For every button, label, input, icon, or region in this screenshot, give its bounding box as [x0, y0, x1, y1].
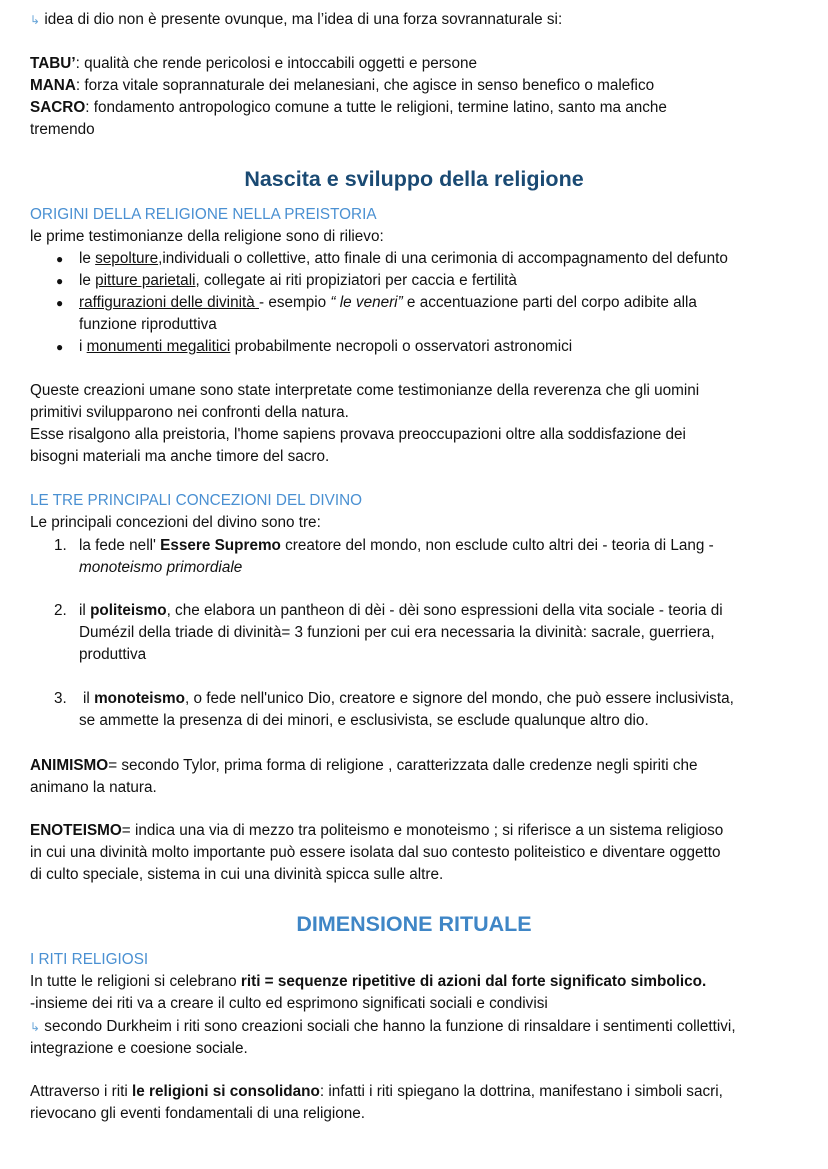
arrow-icon: ↳	[30, 13, 41, 27]
numbered-item-cont: produttiva	[79, 646, 147, 663]
arrow-icon: ↳	[30, 1020, 41, 1034]
list-item-cont: funzione riproduttiva	[79, 316, 217, 333]
numbered-item-cont: monoteismo primordiale	[79, 559, 243, 576]
numbered-item: il monoteismo, o fede nell'unico Dio, creatore e signore del mondo, che può essere inclusivista,	[83, 690, 734, 707]
bullet-icon: ●	[56, 340, 64, 354]
origini-lead: le prime testimonianze della religione sono di rilievo:	[30, 228, 384, 245]
riti-line: ↳ secondo Durkheim i riti sono creazioni sociali che hanno la funzione di rinsaldare i sentimenti collettivi,	[30, 1018, 736, 1035]
paragraph-line: bisogni materiali ma anche timore del sacro.	[30, 448, 330, 465]
bullet-icon: ●	[56, 274, 64, 288]
numbered-item-cont: se ammette la presenza di dei minori, e esclusivista, se esclude qualunque altro dio.	[79, 712, 649, 729]
paragraph-line: Esse risalgono alla preistoria, l'home sapiens provava preoccupazioni oltre alla soddisfazione dei	[30, 426, 686, 443]
numbered-item: la fede nell' Essere Supremo creatore del mondo, non esclude culto altri dei - teoria di Lang -	[79, 537, 714, 554]
riti-line: -insieme dei riti va a creare il culto ed esprimono significati sociali e condivisi	[30, 995, 548, 1012]
riti-line: rievocano gli eventi fondamentali di una religione.	[30, 1105, 366, 1122]
numbered-item-cont: Dumézil della triade di divinità= 3 funzioni per cui era necessaria la divinità: sacrale, guerriera,	[79, 624, 715, 641]
definition-enoteismo: ENOTEISMO= indica una via di mezzo tra politeismo e monoteismo ; si riferisce a un sistema religioso	[30, 822, 724, 839]
numbered-item: il politeismo, che elabora un pantheon di dèi - dèi sono espressioni della vita sociale - teoria di	[79, 602, 723, 619]
definition-sacro: SACRO: fondamento antropologico comune a tutte le religioni, termine latino, santo ma anche	[30, 99, 667, 116]
list-number: 1.	[54, 537, 67, 554]
section-title-nascita: Nascita e sviluppo della religione	[244, 167, 584, 191]
subheading-riti: I RITI RELIGIOSI	[30, 951, 149, 968]
paragraph-line: Queste creazioni umane sono state interpretate come testimonianze della reverenza che gli uomini	[30, 382, 700, 399]
list-number: 2.	[54, 602, 67, 619]
list-item: le pitture parietali, collegate ai riti propiziatori per caccia e fertilità	[79, 272, 517, 289]
definition-mana: MANA: forza vitale soprannaturale dei melanesiani, che agisce in senso benefico o malefico	[30, 77, 655, 94]
definition-enoteismo-cont: di culto speciale, sistema in cui una divinità spicca sulle altre.	[30, 866, 444, 883]
subheading-concezioni: LE TRE PRINCIPALI CONCEZIONI DEL DIVINO	[30, 492, 363, 509]
riti-line: integrazione e coesione sociale.	[30, 1040, 248, 1057]
list-item: le sepolture,individuali o collettive, atto finale di una cerimonia di accompagnamento del defunto	[79, 250, 728, 267]
definition-animismo-cont: animano la natura.	[30, 779, 157, 796]
section-title-rituale: DIMENSIONE RITUALE	[296, 912, 532, 936]
subheading-origini: ORIGINI DELLA RELIGIONE NELLA PREISTORIA	[30, 206, 377, 223]
list-item: i monumenti megalitici probabilmente necropoli o osservatori astronomici	[79, 338, 573, 355]
definition-tabu: TABU’: qualità che rende pericolosi e intoccabili oggetti e persone	[30, 55, 477, 72]
paragraph-line: primitivi svilupparono nei confronti della natura.	[30, 404, 349, 421]
list-number: 3.	[54, 690, 67, 707]
list-item: raffigurazioni delle divinità - esempio “ le veneri” e accentuazione parti del corpo adibite alla	[79, 294, 697, 311]
concezioni-lead: Le principali concezioni del divino sono tre:	[30, 514, 321, 531]
riti-line: Attraverso i riti le religioni si consolidano: infatti i riti spiegano la dottrina, manifestano i simboli sacri,	[30, 1083, 723, 1100]
definition-sacro-cont: tremendo	[30, 121, 95, 138]
bullet-icon: ●	[56, 252, 64, 266]
riti-line: In tutte le religioni si celebrano riti = sequenze ripetitive di azioni dal forte significato simbolico.	[30, 973, 707, 990]
definition-animismo: ANIMISMO= secondo Tylor, prima forma di religione , caratterizzata dalle credenze negli spiriti che	[30, 757, 698, 774]
bullet-icon: ●	[56, 296, 64, 310]
intro-line: ↳ idea di dio non è presente ovunque, ma l’idea di una forza sovrannaturale si:	[30, 11, 563, 28]
definition-enoteismo-cont: in cui una divinità molto importante può essere isolata dal suo contesto politeistico e diventare oggetto	[30, 844, 721, 861]
